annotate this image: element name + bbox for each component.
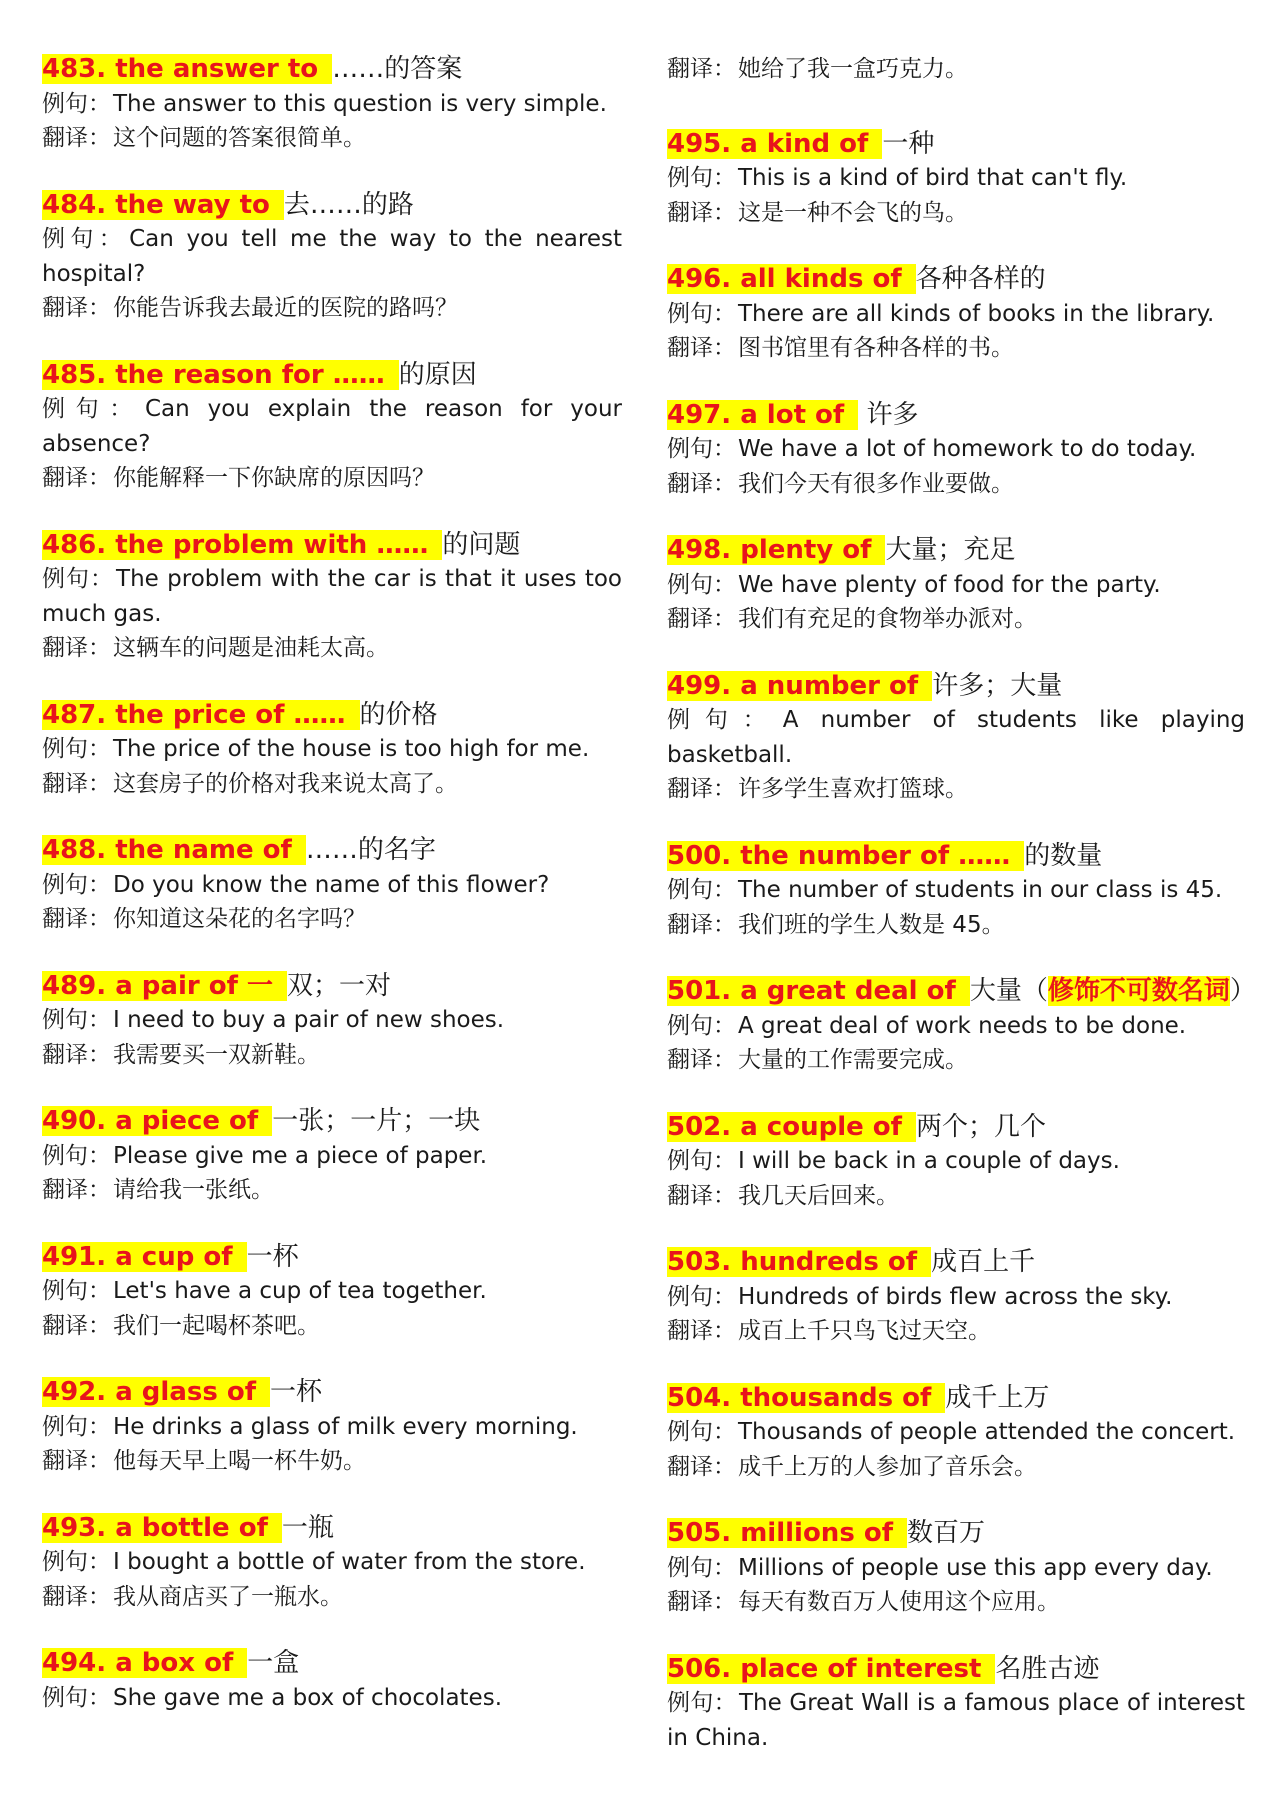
example-sentence: A great deal of work needs to be done. xyxy=(738,1012,1187,1039)
example-label: 例句： xyxy=(667,877,736,903)
example-line xyxy=(667,161,1245,196)
phrase-meaning: 成百上千 xyxy=(931,1247,1036,1277)
example-line xyxy=(42,87,622,122)
phrase-entry xyxy=(42,698,622,802)
example-label: 例句： xyxy=(42,1413,111,1440)
example-label: 例句： xyxy=(42,871,111,898)
example-sentence: I bought a bottle of water from the store. xyxy=(113,1549,586,1575)
example-line xyxy=(42,392,622,461)
translation-line xyxy=(42,1580,622,1615)
translation-label: 翻译： xyxy=(667,335,736,361)
example-sentence: Hundreds of birds flew across the sky. xyxy=(738,1283,1173,1310)
phrase-heading xyxy=(667,839,1245,874)
translation-label: 翻译： xyxy=(667,1318,736,1344)
example-line xyxy=(667,703,1245,772)
phrase-heading xyxy=(667,127,1245,162)
translation-text: 你能告诉我去最近的医院的路吗？ xyxy=(113,295,458,321)
phrase-entry xyxy=(42,188,622,326)
translation-line xyxy=(42,291,622,326)
phrase-entry xyxy=(42,528,622,666)
translation-text: 图书馆里有各种各样的书。 xyxy=(738,335,1014,361)
translation-text: 成百上千只鸟飞过天空。 xyxy=(738,1318,991,1344)
example-line xyxy=(667,1009,1245,1044)
translation-text: 这辆车的问题是油耗太高。 xyxy=(113,635,389,661)
translation-text: 他每天早上喝一杯牛奶。 xyxy=(113,1448,366,1474)
phrase-term: 498. plenty of xyxy=(667,535,885,565)
usage-note: （修饰不可数名词） xyxy=(1021,976,1256,1006)
phrase-term: 503. hundreds of xyxy=(667,1247,931,1277)
phrase-term: 492. a glass of xyxy=(42,1377,270,1407)
phrase-entry xyxy=(667,1110,1245,1214)
example-label: 例句： xyxy=(42,90,111,117)
phrase-entry xyxy=(42,1646,622,1715)
phrase-term: 502. a couple of xyxy=(667,1112,916,1142)
translation-text: 每天有数百万人使用这个应用。 xyxy=(738,1589,1060,1615)
phrase-heading xyxy=(667,1245,1245,1280)
phrase-entry xyxy=(667,533,1245,637)
example-label: 例句： xyxy=(42,1142,111,1169)
translation-label: 翻译： xyxy=(42,1177,111,1203)
phrase-term: 501. a great deal of xyxy=(667,976,970,1006)
translation-line xyxy=(42,1038,622,1073)
phrase-meaning: 许多；大量 xyxy=(932,670,1063,701)
phrase-heading xyxy=(42,969,622,1004)
example-label: 例句： xyxy=(667,1690,737,1716)
phrase-term: 484. the way to xyxy=(42,190,284,220)
phrase-entry xyxy=(42,1511,622,1615)
phrase-heading xyxy=(42,528,622,563)
phrase-meaning: 去……的路 xyxy=(283,189,414,220)
phrase-meaning: 一盒 xyxy=(247,1648,300,1678)
phrase-heading xyxy=(667,669,1245,704)
phrase-term: 494. a box of xyxy=(42,1648,247,1678)
example-line xyxy=(667,432,1245,467)
phrase-meaning: ……的名字 xyxy=(305,835,436,865)
translation-text: 请给我一张纸。 xyxy=(113,1177,274,1203)
phrase-entry xyxy=(42,52,622,156)
phrase-meaning: 的原因 xyxy=(398,359,477,390)
phrase-term: 504. thousands of xyxy=(667,1383,945,1413)
example-label: 例句： xyxy=(667,436,736,462)
translation-line xyxy=(667,602,1245,637)
phrase-term: 505. millions of xyxy=(667,1518,907,1548)
example-sentence: A number of students like playing basketball. xyxy=(667,707,1246,768)
example-label: 例句： xyxy=(667,1419,736,1445)
example-label: 例句： xyxy=(667,1283,736,1310)
phrase-heading xyxy=(667,1516,1245,1551)
phrase-meaning: 一张；一片；一块 xyxy=(272,1106,481,1136)
translation-text: 我从商店买了一瓶水。 xyxy=(113,1583,343,1610)
translation-line xyxy=(667,196,1245,231)
phrase-heading xyxy=(42,1240,622,1275)
usage-note-text: 修饰不可数名词 xyxy=(1047,976,1230,1006)
phrase-heading xyxy=(42,698,622,733)
phrase-entry xyxy=(667,398,1245,502)
translation-text: 我们一起喝杯茶吧。 xyxy=(113,1312,320,1339)
translation-text: 我需要买一双新鞋。 xyxy=(113,1041,320,1068)
phrase-meaning: 两个；几个 xyxy=(915,1111,1046,1142)
example-sentence: The number of students in our class is 45. xyxy=(738,877,1223,903)
example-line xyxy=(42,1274,622,1309)
phrase-meaning: 双；一对 xyxy=(286,970,391,1001)
translation-label: 翻译： xyxy=(667,56,736,82)
translation-label: 翻译： xyxy=(667,911,736,938)
example-line xyxy=(42,222,622,291)
example-sentence: I need to buy a pair of new shoes. xyxy=(113,1007,505,1033)
translation-line xyxy=(667,908,1245,943)
example-sentence: I will be back in a couple of days. xyxy=(738,1148,1120,1174)
phrase-term: 499. a number of xyxy=(667,671,932,701)
translation-text: 她给了我一盒巧克力。 xyxy=(738,56,968,82)
translation-label: 翻译： xyxy=(667,1589,736,1615)
phrase-heading xyxy=(667,1110,1245,1145)
translation-label: 翻译： xyxy=(42,1041,111,1068)
translation-label: 翻译： xyxy=(667,1453,736,1480)
translation-line xyxy=(42,1309,622,1344)
phrase-heading xyxy=(42,1104,622,1139)
example-sentence: Do you know the name of this flower? xyxy=(113,871,550,898)
example-sentence: Can you tell me the way to the nearest hospital? xyxy=(42,226,622,287)
translation-label: 翻译： xyxy=(42,465,111,491)
example-label: 例句： xyxy=(667,1554,736,1581)
example-line xyxy=(667,873,1245,908)
example-sentence: We have plenty of food for the party. xyxy=(738,571,1161,598)
example-sentence: Millions of people use this app every day. xyxy=(738,1554,1213,1581)
example-sentence: Please give me a piece of paper. xyxy=(113,1142,488,1169)
translation-line xyxy=(667,1314,1245,1349)
phrase-entry xyxy=(667,1516,1245,1620)
phrase-meaning: 成千上万 xyxy=(945,1382,1050,1413)
example-line xyxy=(667,1551,1245,1586)
phrase-entry xyxy=(667,1381,1245,1485)
phrase-term: 486. the problem with …… xyxy=(42,530,442,560)
translation-line xyxy=(667,1585,1245,1620)
translation-line xyxy=(42,631,622,666)
example-label: 例句： xyxy=(667,165,736,191)
phrase-meaning: 一瓶 xyxy=(281,1512,334,1543)
example-line xyxy=(667,297,1245,332)
example-label: 例句： xyxy=(42,1278,111,1304)
phrase-term: 500. the number of …… xyxy=(667,841,1024,871)
phrase-heading xyxy=(667,974,1256,1009)
example-label: 例句： xyxy=(667,571,736,598)
example-line xyxy=(42,1545,622,1580)
translation-label: 翻译： xyxy=(42,1583,111,1610)
phrase-meaning: 的价格 xyxy=(359,699,438,730)
continuation-entry xyxy=(667,52,1245,87)
translation-line xyxy=(667,1450,1245,1485)
example-sentence: The problem with the car is that it uses too much gas. xyxy=(42,566,623,627)
phrase-entry xyxy=(667,974,1256,1078)
example-sentence: Thousands of people attended the concert. xyxy=(738,1419,1236,1445)
translation-label: 翻译： xyxy=(42,1312,111,1339)
phrase-meaning: 大量 xyxy=(969,976,1022,1006)
phrase-heading xyxy=(667,533,1245,568)
translation-line xyxy=(42,1444,622,1479)
phrase-meaning: ……的答案 xyxy=(332,54,463,84)
example-label: 例句： xyxy=(42,1007,111,1033)
phrase-meaning: 一种 xyxy=(882,128,935,159)
example-line xyxy=(667,1144,1245,1179)
phrase-meaning: 名胜古迹 xyxy=(995,1653,1100,1684)
phrase-term: 495. a kind of xyxy=(667,129,882,159)
translation-label: 翻译： xyxy=(42,635,111,661)
example-line xyxy=(42,1410,622,1445)
left-column xyxy=(42,52,622,1747)
translation-line xyxy=(667,52,1245,87)
translation-line xyxy=(42,121,622,156)
phrase-heading xyxy=(667,1652,1245,1687)
translation-text: 这是一种不会飞的鸟。 xyxy=(738,199,968,226)
translation-label: 翻译： xyxy=(667,776,736,802)
example-label: 例句： xyxy=(42,1684,111,1711)
example-label: 例句： xyxy=(667,1148,736,1174)
translation-line xyxy=(42,767,622,802)
example-sentence: Let's have a cup of tea together. xyxy=(113,1278,487,1304)
phrase-term: 487. the price of …… xyxy=(42,700,360,730)
translation-label: 翻译： xyxy=(667,199,736,226)
translation-label: 翻译： xyxy=(667,470,736,497)
example-line xyxy=(667,1280,1245,1315)
phrase-heading xyxy=(42,833,622,868)
translation-line xyxy=(42,902,622,937)
translation-line xyxy=(42,1173,622,1208)
example-label: 例句： xyxy=(42,226,128,252)
phrase-term: 485. the reason for …… xyxy=(42,360,399,390)
phrase-heading xyxy=(667,262,1245,297)
example-label: 例句： xyxy=(42,566,115,592)
example-line xyxy=(667,568,1245,603)
phrase-meaning: 各种各样的 xyxy=(915,264,1046,294)
phrase-meaning: 一杯 xyxy=(246,1241,299,1272)
translation-line xyxy=(667,1043,1245,1078)
phrase-heading xyxy=(42,1511,622,1546)
translation-label: 翻译： xyxy=(667,1182,736,1209)
phrase-entry xyxy=(42,1240,622,1344)
phrase-meaning: 许多 xyxy=(858,399,919,430)
example-label: 例句： xyxy=(667,300,736,327)
phrase-meaning: 的数量 xyxy=(1024,840,1103,871)
phrase-entry xyxy=(42,833,622,937)
phrase-heading xyxy=(42,52,622,87)
phrase-term: 483. the answer to xyxy=(42,54,332,84)
phrase-term: 493. a bottle of xyxy=(42,1513,282,1543)
phrase-entry xyxy=(667,262,1245,366)
phrase-heading xyxy=(667,398,1245,433)
translation-text: 我几天后回来。 xyxy=(738,1182,899,1209)
phrase-entry xyxy=(42,358,622,496)
example-sentence: The answer to this question is very simple. xyxy=(113,90,607,117)
example-label: 例句： xyxy=(667,707,781,733)
phrase-term: 491. a cup of xyxy=(42,1242,247,1272)
example-label: 例句： xyxy=(42,1549,111,1575)
phrase-term: 506. place of interest xyxy=(667,1654,995,1684)
translation-label: 翻译： xyxy=(667,606,736,632)
phrase-heading xyxy=(42,358,622,393)
translation-text: 成千上万的人参加了音乐会。 xyxy=(738,1453,1037,1480)
phrase-term: 497. a lot of xyxy=(667,400,858,430)
translation-text: 我们班的学生人数是 45。 xyxy=(738,911,1005,938)
example-sentence: He drinks a glass of milk every morning. xyxy=(113,1413,578,1440)
translation-line xyxy=(42,461,622,496)
example-sentence: We have a lot of homework to do today. xyxy=(738,436,1197,462)
phrase-entry xyxy=(42,1104,622,1208)
translation-label: 翻译： xyxy=(42,1448,111,1474)
example-label: 例句： xyxy=(42,736,111,762)
translation-text: 这套房子的价格对我来说太高了。 xyxy=(113,770,458,797)
translation-text: 我们有充足的食物举办派对。 xyxy=(738,606,1037,632)
example-line xyxy=(42,1681,622,1716)
example-sentence: This is a kind of bird that can't fly. xyxy=(738,165,1128,191)
phrase-entry xyxy=(667,127,1245,231)
phrase-entry xyxy=(667,1652,1245,1756)
right-column xyxy=(667,52,1256,1787)
phrase-meaning: 的问题 xyxy=(442,529,521,560)
phrase-entry xyxy=(42,1375,622,1479)
example-line xyxy=(42,732,622,767)
example-line xyxy=(42,868,622,903)
phrase-entry xyxy=(667,839,1245,943)
example-line xyxy=(667,1415,1245,1450)
translation-text: 你能解释一下你缺席的原因吗？ xyxy=(113,465,435,491)
phrase-heading xyxy=(42,1375,622,1410)
phrase-meaning: 大量；充足 xyxy=(885,535,1016,565)
translation-label: 翻译： xyxy=(667,1047,736,1073)
example-label: 例句： xyxy=(667,1012,736,1039)
phrase-term: 496. all kinds of xyxy=(667,264,916,294)
translation-label: 翻译： xyxy=(42,770,111,797)
translation-text: 大量的工作需要完成。 xyxy=(738,1047,968,1073)
translation-text: 你知道这朵花的名字吗？ xyxy=(113,906,366,932)
example-sentence: Can you explain the reason for your absence? xyxy=(42,396,622,457)
example-sentence: The price of the house is too high for me. xyxy=(113,736,590,762)
example-sentence: She gave me a box of chocolates. xyxy=(113,1684,503,1711)
translation-label: 翻译： xyxy=(42,125,111,151)
translation-line xyxy=(667,772,1245,807)
translation-text: 我们今天有很多作业要做。 xyxy=(738,470,1014,497)
translation-text: 许多学生喜欢打篮球。 xyxy=(738,776,968,802)
translation-label: 翻译： xyxy=(42,295,111,321)
phrase-entry xyxy=(667,1245,1245,1349)
example-line xyxy=(42,1139,622,1174)
example-label: 例句： xyxy=(42,396,143,422)
translation-line xyxy=(667,1179,1245,1214)
example-line xyxy=(42,1003,622,1038)
phrase-term: 490. a piece of xyxy=(42,1106,272,1136)
translation-line xyxy=(667,331,1245,366)
phrase-heading xyxy=(42,188,622,223)
translation-line xyxy=(667,467,1245,502)
example-sentence: The Great Wall is a famous place of interest in China. xyxy=(667,1690,1246,1751)
phrase-heading xyxy=(42,1646,622,1681)
phrase-term: 488. the name of xyxy=(42,835,306,865)
phrase-entry xyxy=(42,969,622,1073)
example-line xyxy=(42,562,622,631)
translation-label: 翻译： xyxy=(42,906,111,932)
phrase-heading xyxy=(667,1381,1245,1416)
phrase-meaning: 一杯 xyxy=(270,1377,323,1407)
phrase-meaning: 数百万 xyxy=(907,1518,986,1548)
translation-text: 这个问题的答案很简单。 xyxy=(113,125,366,151)
example-line xyxy=(667,1686,1245,1755)
example-sentence: There are all kinds of books in the library. xyxy=(738,300,1215,327)
phrase-term: 489. a pair of 一 xyxy=(42,971,287,1001)
phrase-entry xyxy=(667,669,1245,807)
